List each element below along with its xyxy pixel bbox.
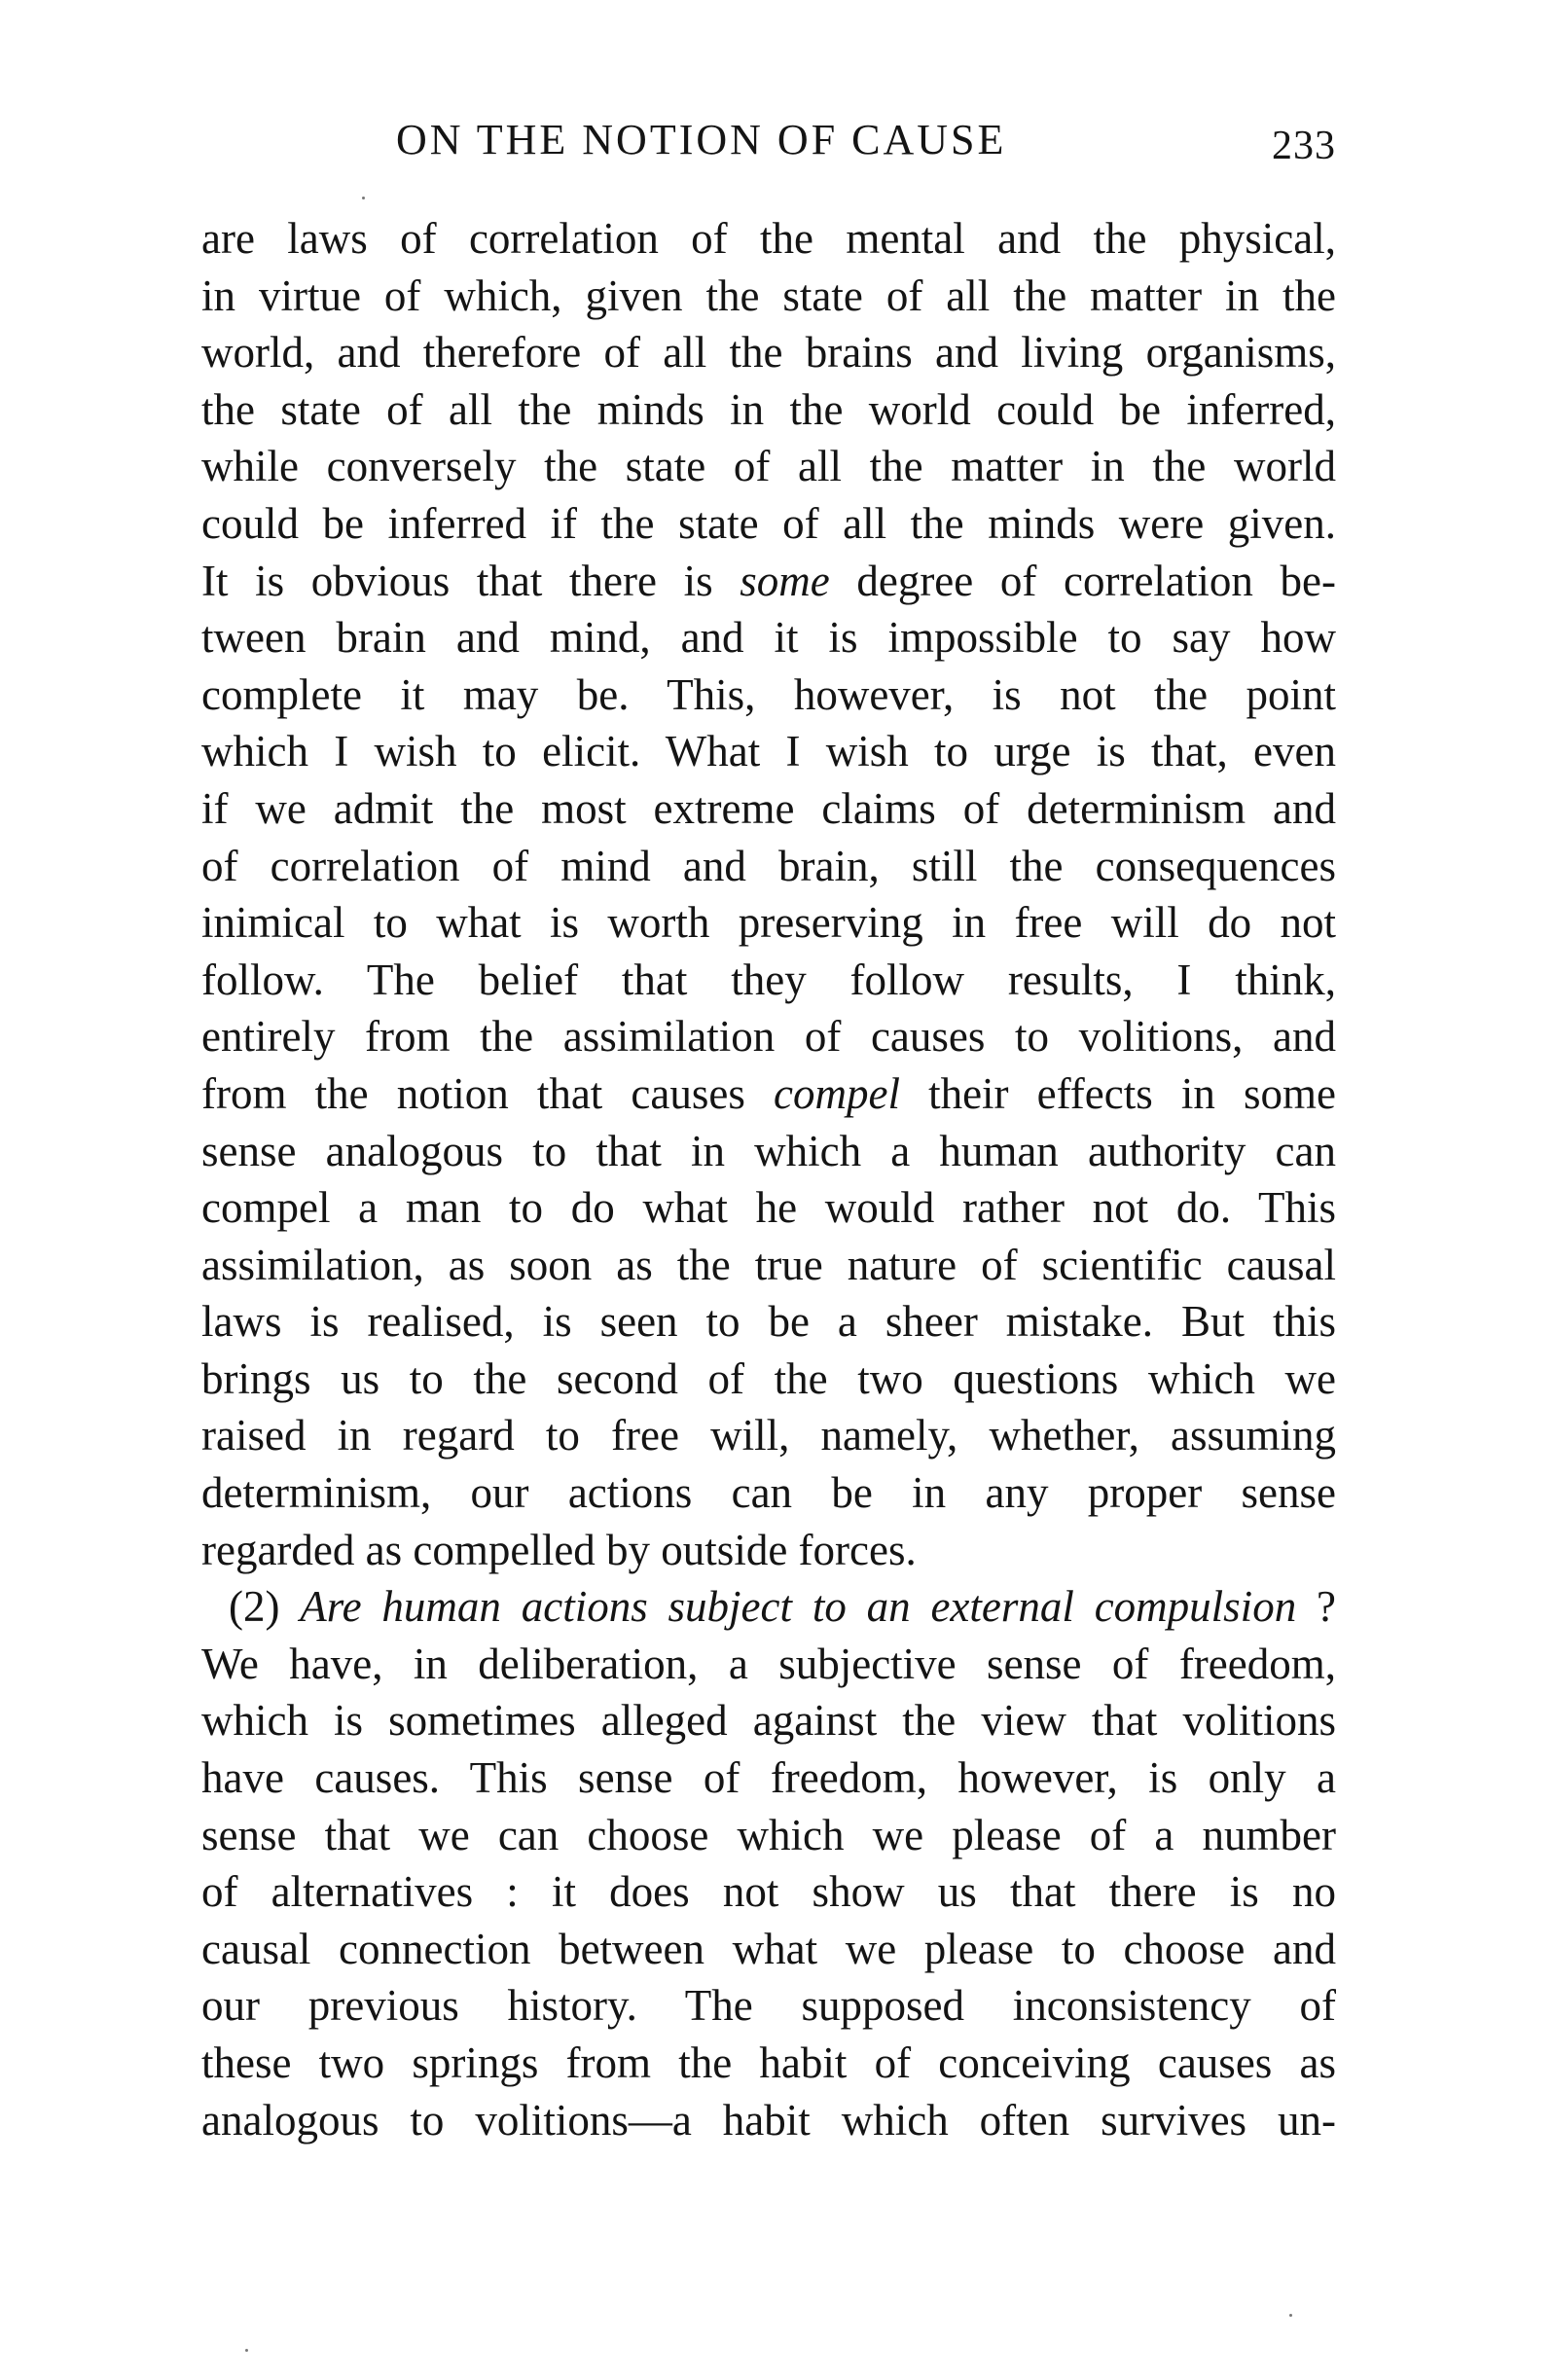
text-line: sense that we can choose which we please of a number bbox=[201, 1810, 1336, 1859]
text-line: these two springs from the habit of conceiving causes as bbox=[201, 2038, 1336, 2087]
text-line: compel a man to do what he would rather not do. This bbox=[201, 1183, 1336, 1233]
running-head bbox=[201, 115, 1336, 173]
text-line: follow. The belief that they follow results, I think, bbox=[201, 955, 1336, 1004]
text-line: complete it may be. This, however, is not the point bbox=[201, 669, 1336, 719]
text-line: analogous to volitions—a habit which often survives un- bbox=[201, 2095, 1336, 2145]
text-line: if we admit the most extreme claims of determinism and bbox=[201, 783, 1336, 833]
text-line: laws is realised, is seen to be a sheer mistake. But this bbox=[201, 1297, 1336, 1347]
text-line: entirely from the assimilation of causes to volitions, and bbox=[201, 1012, 1336, 1062]
section-number: (2) bbox=[229, 1582, 301, 1632]
text-line: brings us to the second of the two questions which we bbox=[201, 1353, 1336, 1403]
section-heading-line bbox=[201, 1578, 1336, 1636]
text-line: causal connection between what we please to choose and bbox=[201, 1924, 1336, 1973]
text-line: our previous history. The supposed inconsistency of bbox=[201, 1981, 1336, 2031]
italic-question: Are human actions subject to an external compulsion bbox=[300, 1582, 1297, 1632]
text-line: in virtue of which, given the state of all the matter in the bbox=[201, 270, 1336, 320]
text-run: degree of correlation be- bbox=[829, 556, 1336, 605]
body-text bbox=[201, 210, 1336, 2148]
text-line: while conversely the state of all the matter in the world bbox=[201, 442, 1336, 491]
text-line: could be inferred if the state of all the minds were given. bbox=[201, 498, 1336, 548]
text-run: their effects in some bbox=[899, 1068, 1336, 1118]
text-line: are laws of correlation of the mental and the physical, bbox=[201, 214, 1336, 263]
scan-speck bbox=[1289, 2314, 1292, 2317]
scan-speck bbox=[362, 197, 365, 199]
text-line: sense analogous to that in which a human authority can bbox=[201, 1126, 1336, 1175]
text-line: determinism, our actions can be in any proper sense bbox=[201, 1468, 1336, 1518]
text-line: which I wish to elicit. What I wish to urge is that, even bbox=[201, 727, 1336, 776]
text-line bbox=[201, 1065, 1336, 1123]
text-line: of correlation of mind and brain, still the consequences bbox=[201, 841, 1336, 890]
text-line: have causes. This sense of freedom, however, is only a bbox=[201, 1753, 1336, 1803]
italic-emphasis: compel bbox=[774, 1068, 900, 1118]
italic-emphasis: some bbox=[740, 556, 830, 605]
text-line: We have, in deliberation, a subjective sense of freedom, bbox=[201, 1639, 1336, 1688]
text-run: from the notion that causes bbox=[201, 1068, 774, 1118]
text-line: tween brain and mind, and it is impossible to say how bbox=[201, 613, 1336, 663]
question-mark: ? bbox=[1296, 1582, 1336, 1632]
page-number: 233 bbox=[1272, 124, 1336, 168]
text-line: of alternatives : it does not show us that there is no bbox=[201, 1867, 1336, 1917]
text-line: raised in regard to free will, namely, whether, assuming bbox=[201, 1411, 1336, 1460]
text-line bbox=[201, 553, 1336, 610]
text-run: It is obvious that there is bbox=[201, 556, 740, 605]
text-line: which is sometimes alleged against the view that volitions bbox=[201, 1696, 1336, 1746]
text-line: world, and therefore of all the brains and living organisms, bbox=[201, 328, 1336, 378]
text-line: inimical to what is worth preserving in free will do not bbox=[201, 898, 1336, 948]
scan-speck bbox=[245, 2349, 248, 2352]
text-line: the state of all the minds in the world could be inferred, bbox=[201, 384, 1336, 434]
text-line: assimilation, as soon as the true nature of scientific causal bbox=[201, 1240, 1336, 1289]
text-line: regarded as compelled by outside forces. bbox=[201, 1525, 917, 1574]
running-title: ON THE NOTION OF CAUSE bbox=[396, 116, 1007, 163]
